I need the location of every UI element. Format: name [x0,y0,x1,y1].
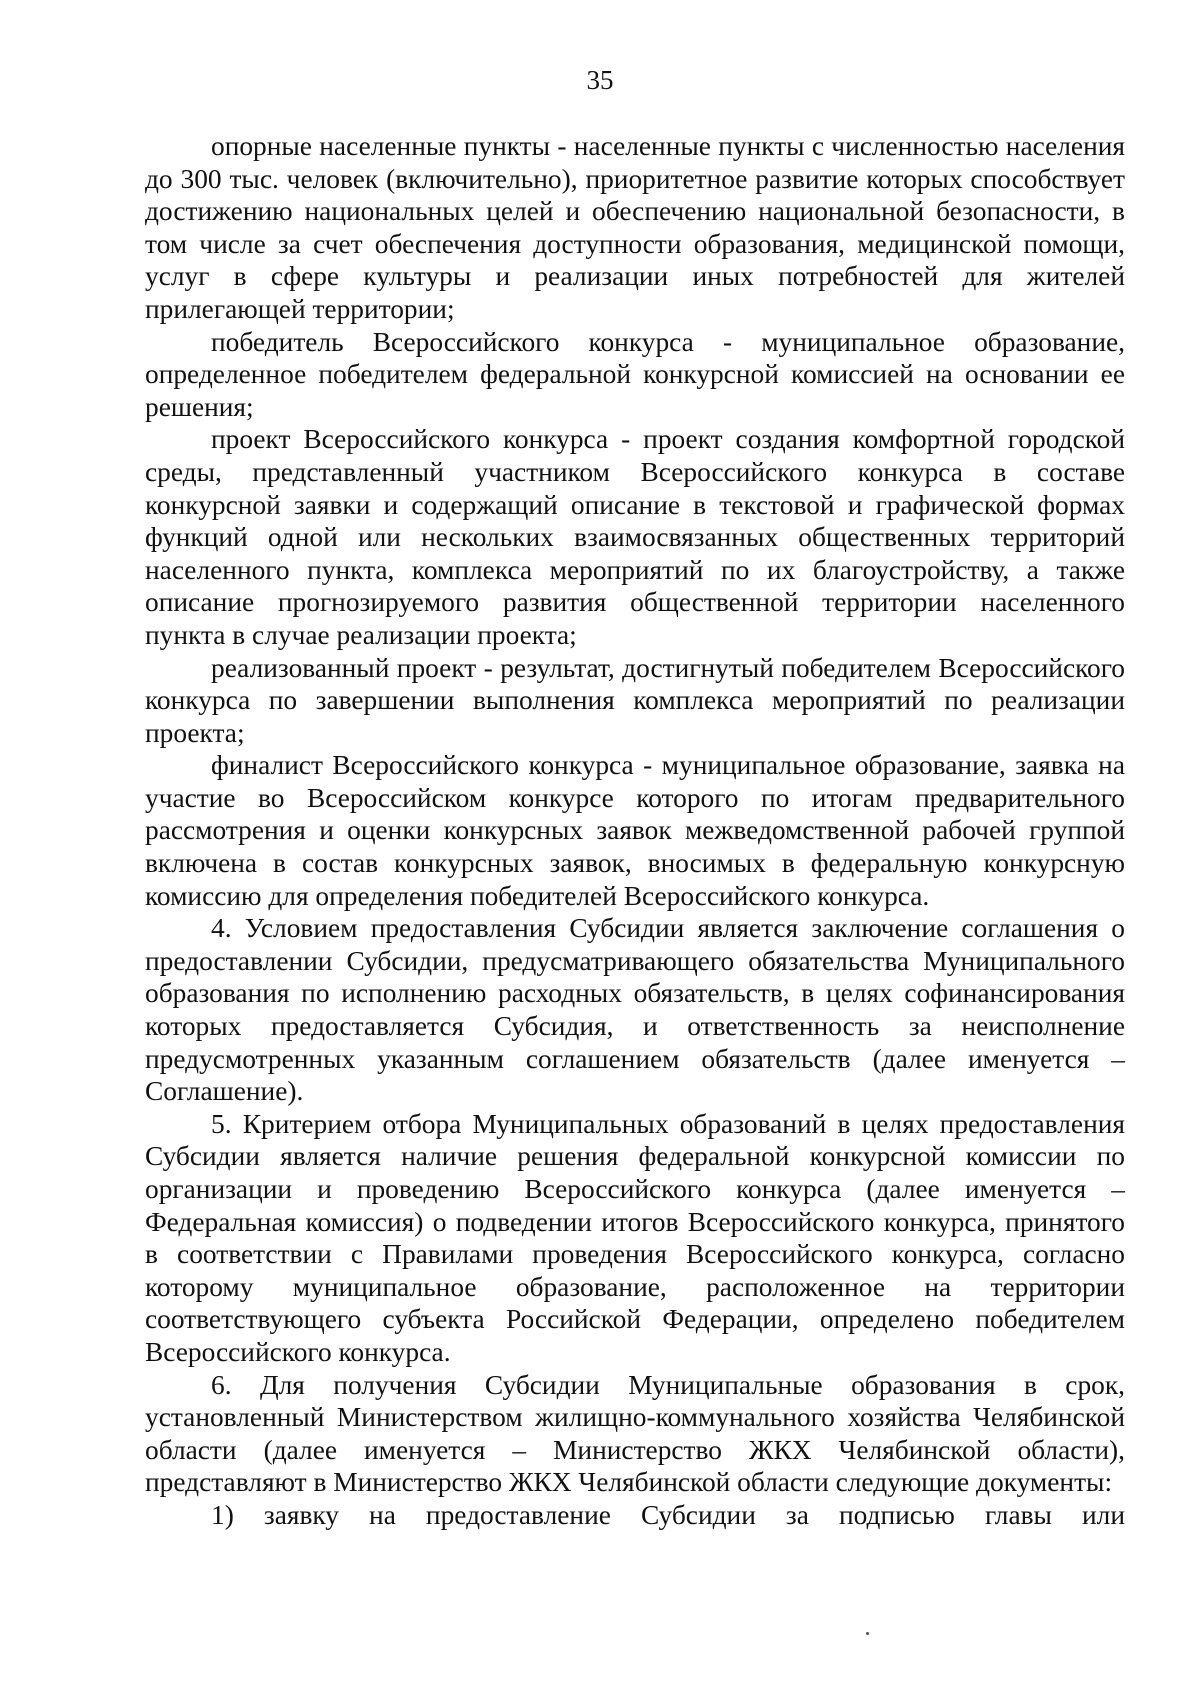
paragraph-definition-support-settlements: опорные населенные пункты - населенные пункты с численностью населения до 300 тыс. человек (включительно), приоритетное развитие которых способствует достижению национальных целей и обеспечению национальной безопасности, в том числе за счет обеспечения доступности образования, медицинской помощи, услуг в сфере культуры и реализации иных потребностей для жителей прилегающей территории; [145,131,1125,324]
paragraph-definition-contest-finalist: финалист Всероссийского конкурса - муниципальное образование, заявка на участие во Всероссийском конкурсе которого по итогам предварительного рассмотрения и оценки конкурсных заявок межведомственной рабочей группой включена в состав конкурсных заявок, вносимых в федеральную конкурсную комиссию для определения победителей Всероссийского конкурса. [145,750,1125,911]
paragraph-item-6: 6. Для получения Субсидии Муниципальные образования в срок, установленный Министерством жилищно-коммунального хозяйства Челябинской области (далее именуется – Министерство ЖКХ Челябинской области), представляют в Министерство ЖКХ Челябинской области следующие документы: [145,1369,1125,1498]
scan-speck [866,1632,869,1635]
page-number: 35 [586,65,614,95]
document-body [145,130,1125,1532]
paragraph-definition-contest-winner: победитель Всероссийского конкурса - муниципальное образование, определенное победителем федеральной конкурсной комиссией на основании ее решения; [145,326,1125,422]
paragraph-item-4: 4. Условием предоставления Субсидии является заключение соглашения о предоставлении Субсидии, предусматривающего обязательства Муниципального образования по исполнению расходных обязательств, в целях софинансирования которых предоставляется Субсидия, и ответственность за неисполнение предусмотренных указанным соглашением обязательств (далее именуется – Соглашение). [145,913,1125,1107]
paragraph-subitem-1: 1) заявку на предоставление Субсидии за подписью главы или [211,1499,1125,1530]
paragraph-item-5: 5. Критерием отбора Муниципальных образований в целях предоставления Субсидии является наличие решения федеральной конкурсной комиссии по организации и проведению Всероссийского конкурса (далее именуется – Федеральная комиссия) о подведении итогов Всероссийского конкурса, принятого в соответствии с Правилами проведения Всероссийского конкурса, согласно которому муниципальное образование, расположенное на территории соответствующего субъекта Российской Федерации, определено победителем Всероссийского конкурса. [145,1108,1125,1367]
paragraph-definition-contest-project: проект Всероссийского конкурса - проект создания комфортной городской среды, представленный участником Всероссийского конкурса в составе конкурсной заявки и содержащий описание в текстовой и графической формах функций одной или нескольких взаимосвязанных общественных территорий населенного пункта, комплекса мероприятий по их благоустройству, а также описание прогнозируемого развития общественной территории населенного пункта в случае реализации проекта; [145,424,1125,650]
paragraph-definition-implemented-project: реализованный проект - результат, достигнутый победителем Всероссийского конкурса по завершении выполнения комплекса мероприятий по реализации проекта; [145,652,1125,748]
